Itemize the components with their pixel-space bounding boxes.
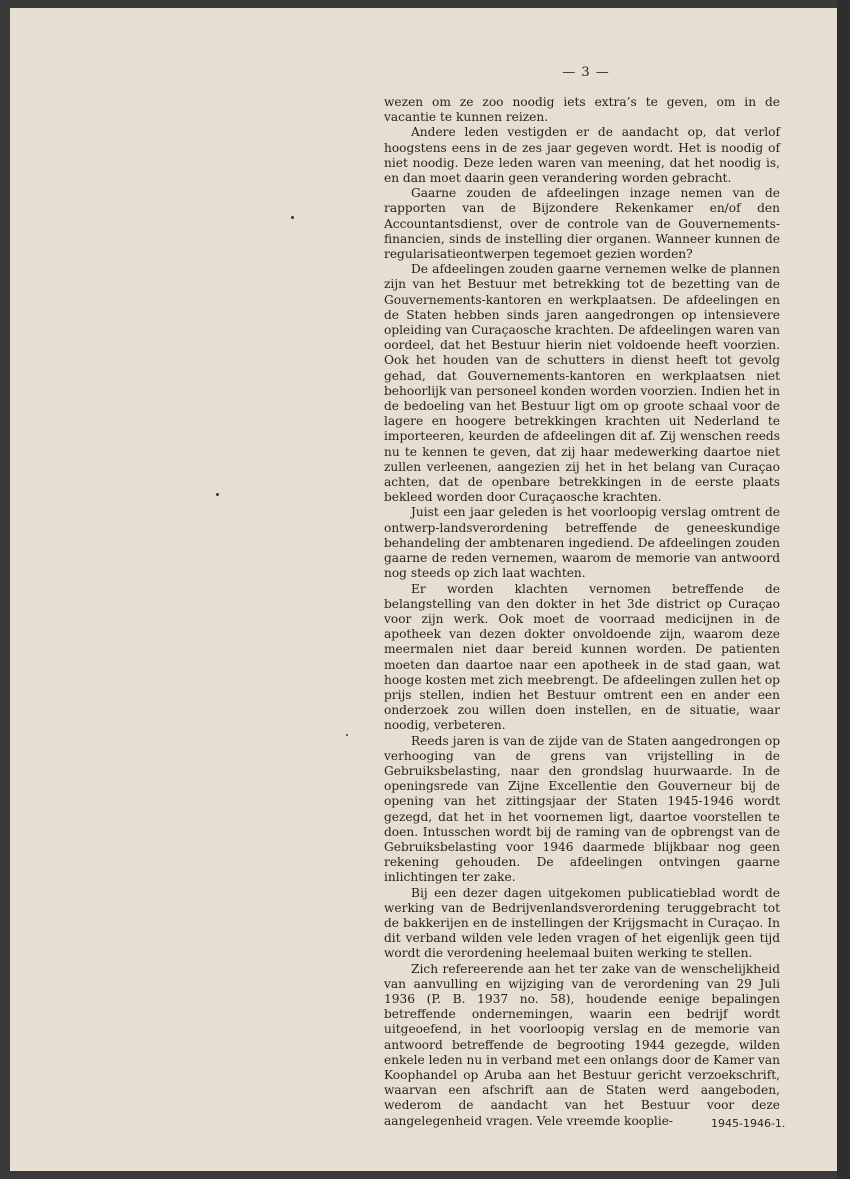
body-text-column [384, 95, 780, 1129]
page-number: — 3 — [562, 65, 610, 80]
paragraph: Gaarne zouden de afdeelingen inzage nemen van de rapporten van de Bijzondere Rekenkamer en/of den Accountantsdienst, over de controle van de Gouvernements-financien, sinds de instelling dier organen. Wanneer kunnen de regularisatieontwerpen tegemoet gezien worden? [384, 186, 780, 262]
paper-speck [216, 493, 219, 496]
paragraph: De afdeelingen zouden gaarne vernemen welke de plannen zijn van het Bestuur met betrekking tot de bezetting van de Gouvernements-kantoren en werkplaatsen. De afdeelingen en de Staten hebben sinds jaren aangedrongen op intensievere opleiding van Curaçaosche krachten. De afdeelingen waren van oordeel, dat het Bestuur hierin niet voldoende heeft voorzien. Ook het houden van de schutters in dienst heeft tot gevolg gehad, dat Gouvernements-kantoren en werkplaatsen niet behoorlijk van personeel konden worden voorzien. Indien het in de bedoeling van het Bestuur ligt om op groote schaal voor de lagere en hoogere betrekkingen krachten uit Nederland te importeeren, keurden de afdeelingen dit af. Zij wenschen reeds nu te kennen te geven, dat zij haar medewerking daartoe niet zullen verleenen, aangezien zij het in het belang van Curaçao achten, dat de openbare betrekkingen in de eerste plaats bekleed worden door Curaçaosche krachten. [384, 262, 780, 505]
paper-speck [346, 734, 348, 736]
paragraph: Er worden klachten vernomen betreffende de belangstelling van den dokter in het 3de district op Curaçao voor zijn werk. Ook moet de voorraad medicijnen in de apotheek van dezen dokter onvoldoende zijn, waarom deze meermalen niet daar bereid kunnen worden. De patienten moeten dan daartoe naar een apotheek in de stad gaan, wat hooge kosten met zich meebrengt. De afdeelingen zullen het op prijs stellen, indien het Bestuur omtrent een en ander een onderzoek zou willen doen instellen, en de situatie, waar noodig, verbeteren. [384, 581, 780, 733]
document-code: 1945-1946-1. [711, 1117, 786, 1130]
paragraph: Zich refereerende aan het ter zake van de wenschelijkheid van aanvulling en wijziging van de verordening van 29 Juli 1936 (P. B. 1937 no. 58), houdende eenige bepalingen betreffende ondernemingen, waarin een bedrijf wordt uitgeoefend, in het voorloopig verslag en de memorie van antwoord betreffende de begrooting 1944 gezegde, wilden enkele leden nu in verband met een onlangs door de Kamer van Koophandel op Aruba aan het Bestuur gericht verzoekschrift, waarvan een afschrift aan de Staten werd aangeboden, wederom de aandacht van het Bestuur voor deze aangelegenheid vragen. Vele vreemde kooplie- [384, 961, 780, 1128]
paragraph: Juist een jaar geleden is het voorloopig verslag omtrent de ontwerp-landsverordening betreffende de geneeskundige behandeling der ambtenaren ingediend. De afdeelingen zouden gaarne de reden vernemen, waarom de memorie van antwoord nog steeds op zich laat wachten. [384, 505, 780, 581]
scan-edge [837, 0, 850, 1179]
paragraph: Andere leden vestigden er de aandacht op, dat verlof hoogstens eens in de zes jaar gegeven wordt. Het is noodig of niet noodig. Deze leden waren van meening, dat het noodig is, en dan moet daarin geen verandering worden gebracht. [384, 125, 780, 186]
paragraph: Bij een dezer dagen uitgekomen publicatieblad wordt de werking van de Bedrijvenlandsverordening teruggebracht tot de bakkerijen en de instellingen der Krijgsmacht in Curaçao. In dit verband wilden vele leden vragen of het eigenlijk geen tijd wordt die verordening heelemaal buiten werking te stellen. [384, 885, 780, 961]
paper-speck [291, 216, 294, 219]
paragraph: Reeds jaren is van de zijde van de Staten aangedrongen op verhooging van de grens van vrijstelling in de Gebruiksbelasting, naar den grondslag huurwaarde. In de openingsrede van Zijne Excellentie den Gouverneur bij de opening van het zittingsjaar der Staten 1945-1946 wordt gezegd, dat het in het voornemen ligt, daartoe voorstellen te doen. Intusschen wordt bij de raming van de opbrengst van de Gebruiksbelasting voor 1946 daarmede blijkbaar nog geen rekening gehouden. De afdeelingen ontvingen gaarne inlichtingen ter zake. [384, 733, 780, 885]
paragraph: wezen om ze zoo noodig iets extra’s te geven, om in de vacantie te kunnen reizen. [384, 95, 780, 125]
